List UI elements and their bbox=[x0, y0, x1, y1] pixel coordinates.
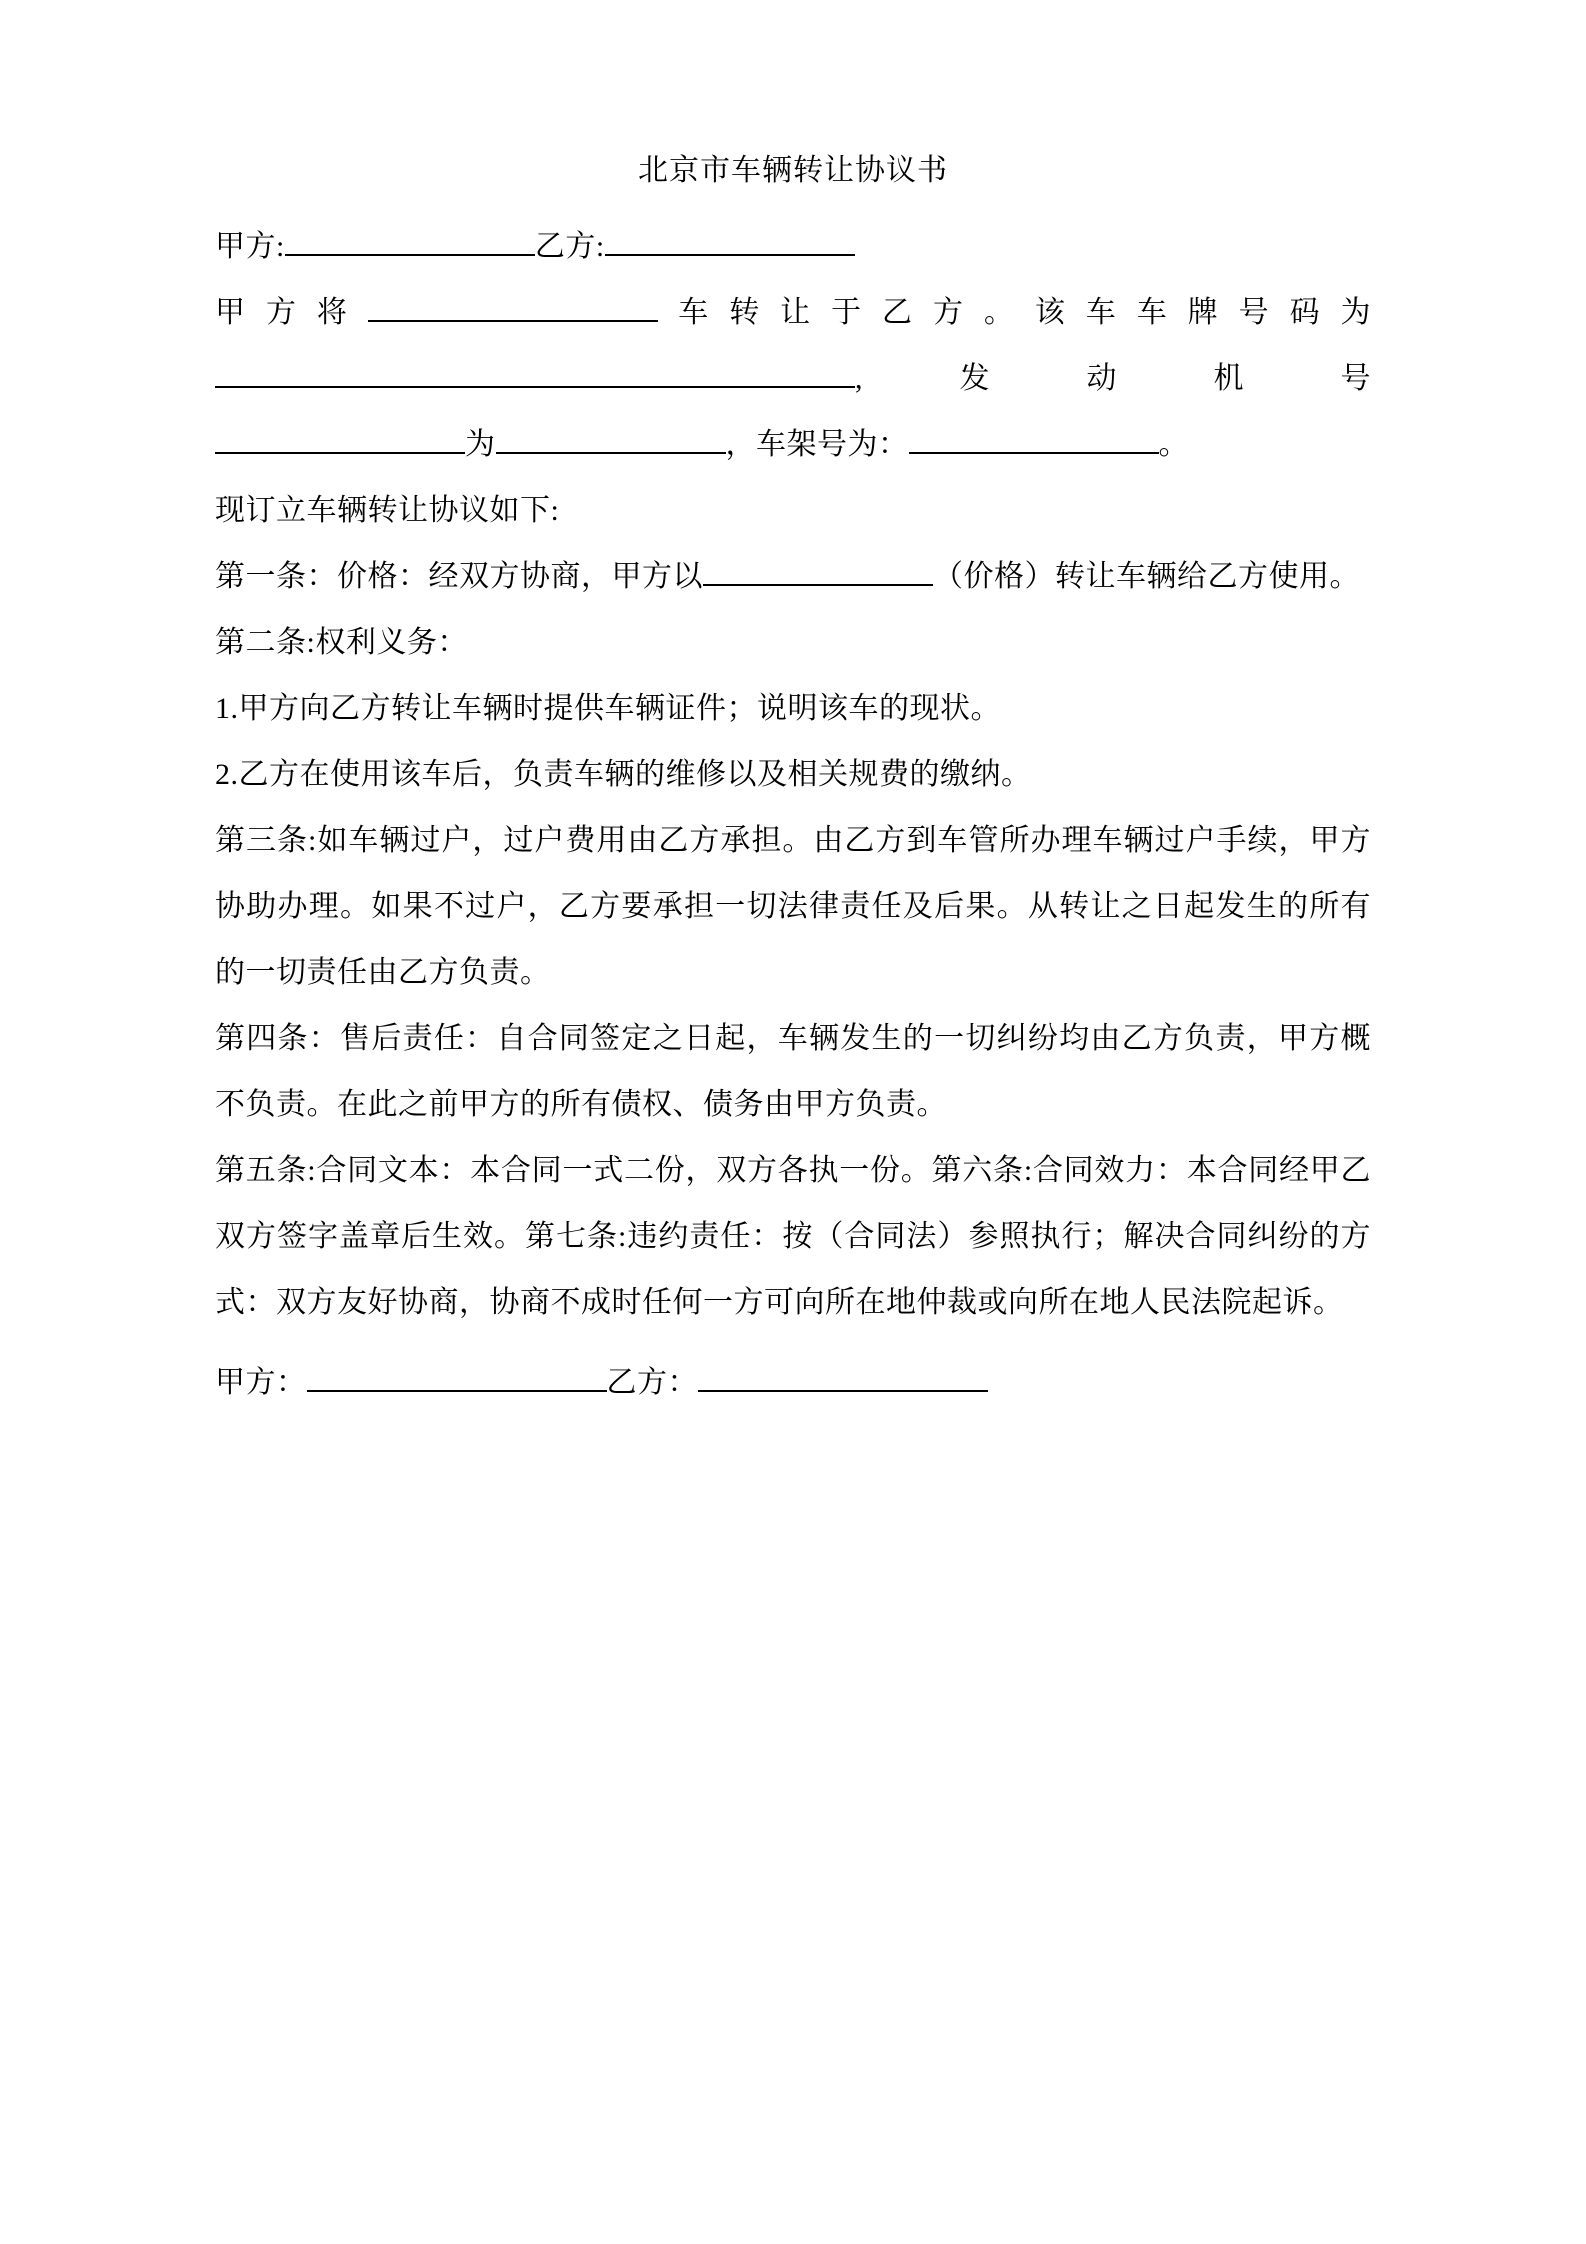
intro-seg-5: ，车架号为： bbox=[725, 428, 909, 461]
party-b-blank[interactable] bbox=[605, 224, 855, 256]
intro-seg-2: 车转让于乙方。该车车牌号码为 bbox=[657, 296, 1372, 329]
intro-seg-6: 。 bbox=[1158, 428, 1189, 461]
clause-2-item-2: 2.乙方在使用该车后，负责车辆的维修以及相关规费的缴纳。 bbox=[215, 758, 1032, 791]
signature-party-a-blank[interactable] bbox=[307, 1360, 607, 1392]
intro-line-2 bbox=[215, 346, 1371, 412]
lead-line: 现订立车辆转让协议如下: bbox=[215, 494, 560, 527]
clause-1-seg-1: 第一条：价格：经双方协商，甲方以 bbox=[215, 560, 703, 593]
intro-line-1 bbox=[215, 280, 1371, 346]
engine-number-blank[interactable] bbox=[215, 422, 465, 454]
intro-seg-3: ,发动机号 bbox=[855, 362, 1371, 395]
intro-seg-4: 为 bbox=[465, 428, 496, 461]
engine-number-value-blank[interactable] bbox=[496, 422, 726, 454]
parties-line bbox=[215, 214, 1371, 280]
party-a-blank[interactable] bbox=[285, 224, 535, 256]
signature-party-b-label: 乙方： bbox=[606, 1366, 698, 1399]
clause-2-title: 第二条:权利义务： bbox=[215, 626, 468, 659]
intro-seg-1: 甲方将 bbox=[215, 296, 368, 329]
intro-line-3 bbox=[215, 412, 1371, 478]
page-title: 北京市车辆转让协议书 bbox=[638, 154, 948, 187]
signature-party-a-label: 甲方： bbox=[215, 1366, 307, 1399]
signature-line bbox=[215, 1350, 1371, 1416]
plate-number-blank[interactable] bbox=[215, 356, 855, 388]
price-blank[interactable] bbox=[703, 554, 933, 586]
signature-party-b-blank[interactable] bbox=[698, 1360, 988, 1392]
clause-5-7: 第五条:合同文本：本合同一式二份，双方各执一份。第六条:合同效力：本合同经甲乙双方签字盖章后生效。第七条:违约责任：按（合同法）参照执行；解决合同纠纷的方式：双方友好协商，协商不成时任何一方可向所在地仲裁或向所在地人民法院起诉。 bbox=[215, 1154, 1371, 1319]
vin-blank[interactable] bbox=[909, 422, 1159, 454]
clause-4: 第四条：售后责任：自合同签定之日起，车辆发生的一切纠纷均由乙方负责，甲方概不负责。在此之前甲方的所有债权、债务由甲方负责。 bbox=[215, 1022, 1371, 1121]
clause-3: 第三条:如车辆过户，过户费用由乙方承担。由乙方到车管所办理车辆过户手续，甲方协助办理。如果不过户，乙方要承担一切法律责任及后果。从转让之日起发生的所有的一切责任由乙方负责。 bbox=[215, 824, 1371, 989]
party-b-label: 乙方: bbox=[534, 230, 605, 263]
party-a-label: 甲方: bbox=[215, 230, 285, 263]
clause-1 bbox=[215, 544, 1371, 610]
clause-2-item-1: 1.甲方向乙方转让车辆时提供车辆证件；说明该车的现状。 bbox=[215, 692, 1001, 725]
clause-1-seg-2: （价格）转让车辆给乙方使用。 bbox=[933, 560, 1360, 593]
vehicle-blank[interactable] bbox=[368, 290, 658, 322]
